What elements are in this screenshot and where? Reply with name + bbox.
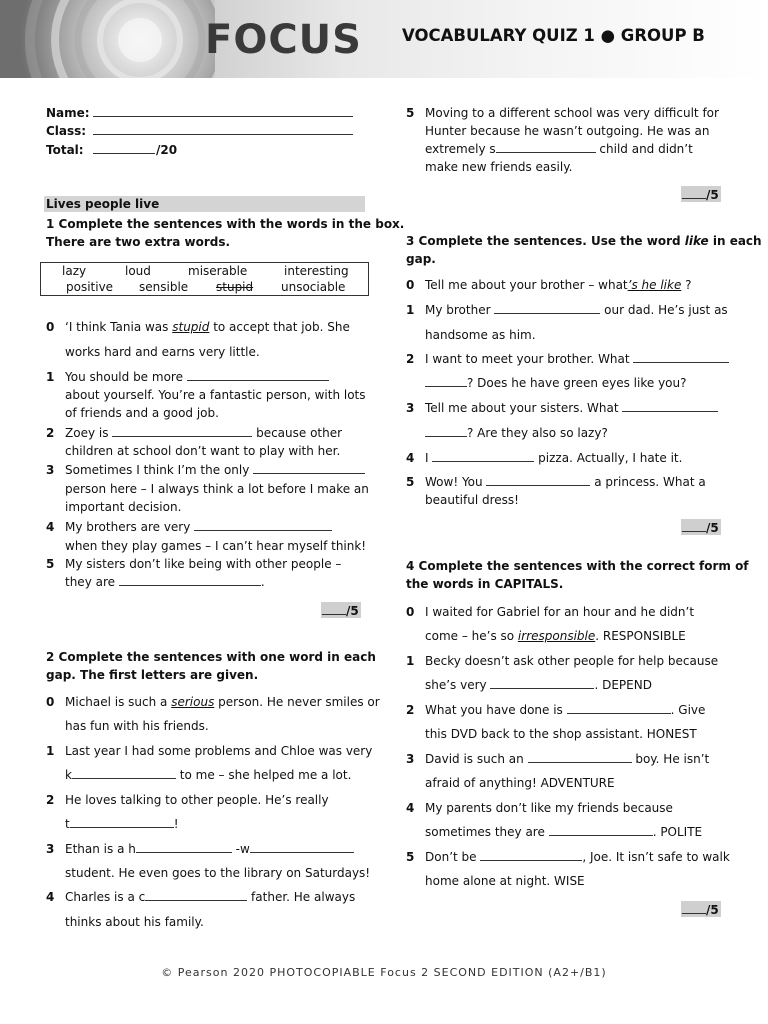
list-item: Sometimes I think I’m the only bbox=[65, 461, 365, 479]
section-score[interactable]: /5 bbox=[322, 602, 359, 619]
total-label: Total: bbox=[46, 143, 84, 157]
answer-blank[interactable] bbox=[253, 461, 365, 474]
list-item: David is such an boy. He isn’t bbox=[425, 752, 710, 766]
item-number: 5 bbox=[406, 475, 415, 489]
list-item-line: children at school don’t want to play with her. bbox=[65, 444, 341, 458]
answer-blank[interactable] bbox=[72, 766, 176, 779]
answer-blank[interactable] bbox=[112, 424, 252, 437]
item-number: 2 bbox=[406, 352, 415, 366]
list-item-line: afraid of anything! ADVENTURE bbox=[425, 776, 615, 790]
item-number: 1 bbox=[46, 744, 55, 758]
example-answer: irresponsible bbox=[517, 629, 596, 643]
list-item-line: thinks about his family. bbox=[65, 915, 204, 929]
answer-blank[interactable] bbox=[250, 840, 354, 853]
example-answer: ’s he like bbox=[627, 278, 682, 292]
list-item-line: this DVD back to the shop assistant. HONEST bbox=[425, 727, 697, 741]
list-item: My parents don’t like my friends because bbox=[425, 801, 673, 815]
list-item: Tell me about your brother – what’s he like ? bbox=[425, 278, 692, 292]
section4-instruction-1: 4 Complete the sentences with the correct form of bbox=[406, 559, 749, 573]
answer-blank[interactable] bbox=[486, 473, 590, 486]
class-label: Class: bbox=[46, 124, 87, 138]
section-score[interactable]: /5 bbox=[682, 519, 719, 536]
section3-instruction-2: gap. bbox=[406, 252, 436, 266]
answer-blank[interactable] bbox=[567, 701, 671, 714]
list-item-line: ? Does he have green eyes like you? bbox=[425, 374, 687, 392]
answer-blank[interactable] bbox=[490, 676, 594, 689]
item-number: 3 bbox=[406, 752, 415, 766]
list-item-line: home alone at night. WISE bbox=[425, 874, 585, 888]
section2-instruction-2: gap. The first letters are given. bbox=[46, 668, 259, 682]
item-number: 1 bbox=[46, 370, 55, 384]
page-footer: © Pearson 2020 PHOTOCOPIABLE Focus 2 SECOND EDITION (A2+/B1) bbox=[161, 966, 607, 979]
item-number: 2 bbox=[46, 426, 55, 440]
section-score[interactable]: /5 bbox=[682, 901, 719, 918]
list-item-line: has fun with his friends. bbox=[65, 719, 209, 733]
class-field[interactable] bbox=[93, 134, 353, 135]
answer-blank[interactable] bbox=[425, 374, 467, 387]
item-number: 3 bbox=[46, 842, 55, 856]
answer-blank[interactable] bbox=[480, 848, 582, 861]
answer-blank[interactable] bbox=[432, 449, 534, 462]
list-item: I pizza. Actually, I hate it. bbox=[425, 451, 683, 465]
list-item-line: person here – I always think a lot before I make an bbox=[65, 482, 369, 496]
word-box-item: interesting bbox=[284, 264, 349, 278]
list-item: You should be more bbox=[65, 368, 329, 386]
answer-blank[interactable] bbox=[633, 350, 729, 363]
list-item-line: she’s very . DEPEND bbox=[425, 678, 652, 692]
answer-blank[interactable] bbox=[194, 518, 332, 531]
list-item: My brothers are very bbox=[65, 518, 332, 536]
list-item-line: handsome as him. bbox=[425, 328, 536, 342]
answer-blank[interactable] bbox=[496, 140, 596, 153]
name-label: Name: bbox=[46, 106, 90, 120]
word-box-item: miserable bbox=[188, 264, 248, 278]
answer-blank[interactable] bbox=[425, 424, 467, 437]
quiz-title: VOCABULARY QUIZ 1 ● GROUP B bbox=[402, 26, 705, 45]
answer-blank[interactable] bbox=[145, 888, 247, 901]
list-item: He loves talking to other people. He’s really bbox=[65, 793, 329, 807]
list-item: Wow! You a princess. What a bbox=[425, 475, 706, 489]
list-item-line: k to me – she helped me a lot. bbox=[65, 768, 352, 782]
list-item: What you have done is . Give bbox=[425, 703, 706, 717]
list-item: Zoey is because other bbox=[65, 426, 343, 440]
list-item: Ethan is a h -w bbox=[65, 840, 354, 858]
list-item-line: about yourself. You’re a fantastic person, with lots bbox=[65, 388, 366, 402]
list-item: Michael is such a serious person. He never smiles or bbox=[65, 695, 380, 709]
list-item-line: come – he’s so irresponsible. RESPONSIBLE bbox=[425, 629, 686, 643]
item-number: 3 bbox=[406, 401, 415, 415]
focus-logo: FOCUS bbox=[205, 17, 362, 63]
answer-blank[interactable] bbox=[549, 823, 653, 836]
list-item-line: sometimes they are . POLITE bbox=[425, 825, 703, 839]
section3-instruction-1: 3 Complete the sentences. Use the word like in each bbox=[406, 234, 762, 248]
item-number: 0 bbox=[406, 605, 415, 619]
example-answer: stupid bbox=[172, 320, 210, 334]
section1-instruction-1: 1 Complete the sentences with the words in the box. bbox=[46, 217, 405, 231]
item-number: 5 bbox=[406, 106, 415, 120]
total-field[interactable] bbox=[93, 153, 155, 154]
item-number: 4 bbox=[46, 890, 55, 904]
example-answer: serious bbox=[171, 695, 215, 709]
item-number: 1 bbox=[406, 654, 415, 668]
item-number: 0 bbox=[46, 695, 55, 709]
item-number: 2 bbox=[46, 793, 55, 807]
list-item: I waited for Gabriel for an hour and he didn’t bbox=[425, 605, 695, 619]
section1-instruction-2: There are two extra words. bbox=[46, 235, 231, 249]
list-item: Don’t be , Joe. It isn’t safe to walk bbox=[425, 850, 730, 864]
list-item-line: beautiful dress! bbox=[425, 493, 519, 507]
list-item: Becky doesn’t ask other people for help because bbox=[425, 654, 719, 668]
list-item: Charles is a c father. He always bbox=[65, 890, 356, 904]
item-number: 4 bbox=[406, 801, 415, 815]
list-item: My brother our dad. He’s just as bbox=[425, 303, 728, 317]
total-suffix: /20 bbox=[156, 143, 178, 157]
word-box-item: lazy bbox=[62, 264, 87, 278]
name-field[interactable] bbox=[93, 116, 353, 117]
answer-blank[interactable] bbox=[494, 301, 600, 314]
list-item: Moving to a different school was very difficult for bbox=[425, 106, 719, 120]
section2-instruction-1: 2 Complete the sentences with one word in each bbox=[46, 650, 376, 664]
item-number: 3 bbox=[46, 463, 55, 477]
item-number: 4 bbox=[46, 520, 55, 534]
word-box-item: positive bbox=[66, 280, 114, 294]
answer-blank[interactable] bbox=[187, 368, 329, 381]
list-item-line: ? Are they also so lazy? bbox=[425, 424, 608, 442]
word-box-item-crossed: stupid bbox=[216, 280, 254, 294]
answer-blank[interactable] bbox=[136, 840, 232, 853]
list-item: I want to meet your brother. What bbox=[425, 350, 729, 368]
item-number: 2 bbox=[406, 703, 415, 717]
answer-blank[interactable] bbox=[528, 750, 632, 763]
section-score[interactable]: /5 bbox=[682, 186, 719, 203]
focus-logo-swirl bbox=[0, 0, 215, 78]
item-number: 1 bbox=[406, 303, 415, 317]
list-item: Tell me about your sisters. What bbox=[425, 399, 718, 417]
word-box-item: loud bbox=[125, 264, 151, 278]
section4-instruction-2: the words in CAPITALS. bbox=[406, 577, 564, 591]
word-box-item: sensible bbox=[139, 280, 189, 294]
page-header bbox=[0, 0, 768, 78]
item-number: 0 bbox=[46, 320, 55, 334]
list-item-line: when they play games – I can’t hear myself think! bbox=[65, 539, 367, 553]
list-item-line: make new friends easily. bbox=[425, 160, 573, 174]
answer-blank[interactable] bbox=[119, 573, 261, 586]
answer-blank[interactable] bbox=[622, 399, 718, 412]
list-item-line: important decision. bbox=[65, 500, 182, 514]
list-item-line: t ! bbox=[65, 817, 179, 831]
list-item: ‘I think Tania was stupid to accept that job. She bbox=[65, 320, 350, 334]
list-item-line: Hunter because he wasn’t outgoing. He was an bbox=[425, 124, 710, 138]
list-item: Last year I had some problems and Chloe was very bbox=[65, 744, 373, 758]
list-item: My sisters don’t like being with other people – bbox=[65, 557, 342, 571]
word-box-item: unsociable bbox=[281, 280, 346, 294]
word-box bbox=[40, 262, 369, 296]
list-item-line: extremely s child and didn’t bbox=[425, 142, 693, 156]
answer-blank[interactable] bbox=[70, 815, 174, 828]
item-number: 5 bbox=[46, 557, 55, 571]
list-item-line: of friends and a good job. bbox=[65, 406, 219, 420]
list-item-line: they are . bbox=[65, 575, 265, 589]
item-number: 4 bbox=[406, 451, 415, 465]
item-number: 5 bbox=[406, 850, 415, 864]
item-number: 0 bbox=[406, 278, 415, 292]
list-item-line: works hard and earns very little. bbox=[65, 345, 260, 359]
section-bar: Lives people live bbox=[44, 196, 365, 212]
list-item-line: student. He even goes to the library on Saturdays! bbox=[65, 866, 371, 880]
